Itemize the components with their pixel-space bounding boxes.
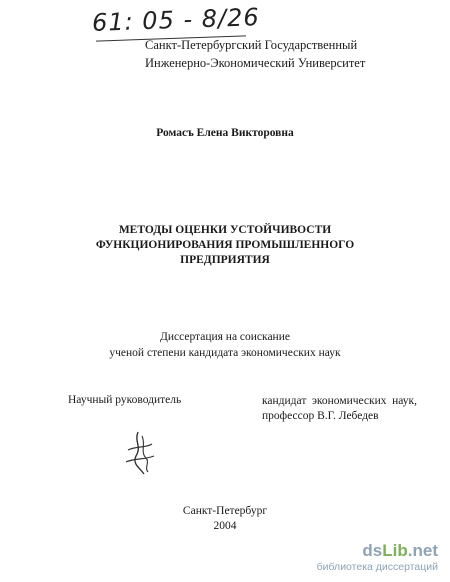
- handwritten-archive-number: 61: 05 - 8/26: [91, 3, 261, 37]
- title-line-2: ФУНКЦИОНИРОВАНИЯ ПРОМЫШЛЕННОГО: [95, 239, 355, 251]
- supervisor-name: профессор В.Г. Лебедев: [262, 410, 379, 422]
- logo-ds: ds: [362, 541, 383, 560]
- title-line-1: МЕТОДЫ ОЦЕНКИ УСТОЙЧИВОСТИ: [118, 224, 332, 236]
- degree-statement: [0, 329, 450, 361]
- degree-line-1: Диссертация на соискание: [160, 331, 290, 343]
- dslib-watermark: [317, 541, 438, 574]
- handwritten-signature: [116, 428, 164, 478]
- supervisor-degree: кандидат экономических наук,: [262, 395, 417, 407]
- year: 2004: [213, 520, 237, 532]
- supervisor-label: Научный руководитель: [68, 394, 182, 406]
- degree-line-2: ученой степени кандидата экономических наук: [109, 347, 341, 359]
- city-year: [0, 504, 450, 534]
- author-name: Ромасъ Елена Викторовна: [156, 127, 294, 139]
- dissertation-title: [0, 223, 450, 268]
- title-line-3: ПРЕДПРИЯТИЯ: [180, 254, 270, 266]
- organization-line-2: Инженерно-Экономический Университет: [145, 56, 366, 70]
- supervisor-info: [262, 394, 417, 424]
- city: Санкт-Петербург: [182, 505, 268, 517]
- watermark-subtitle: библиотека диссертаций: [316, 561, 438, 573]
- logo-lib: Lib: [382, 541, 408, 560]
- logo-net: .net: [407, 541, 438, 560]
- organization-line-1: Санкт-Петербургский Государственный: [145, 38, 358, 52]
- dslib-logo: [317, 541, 438, 561]
